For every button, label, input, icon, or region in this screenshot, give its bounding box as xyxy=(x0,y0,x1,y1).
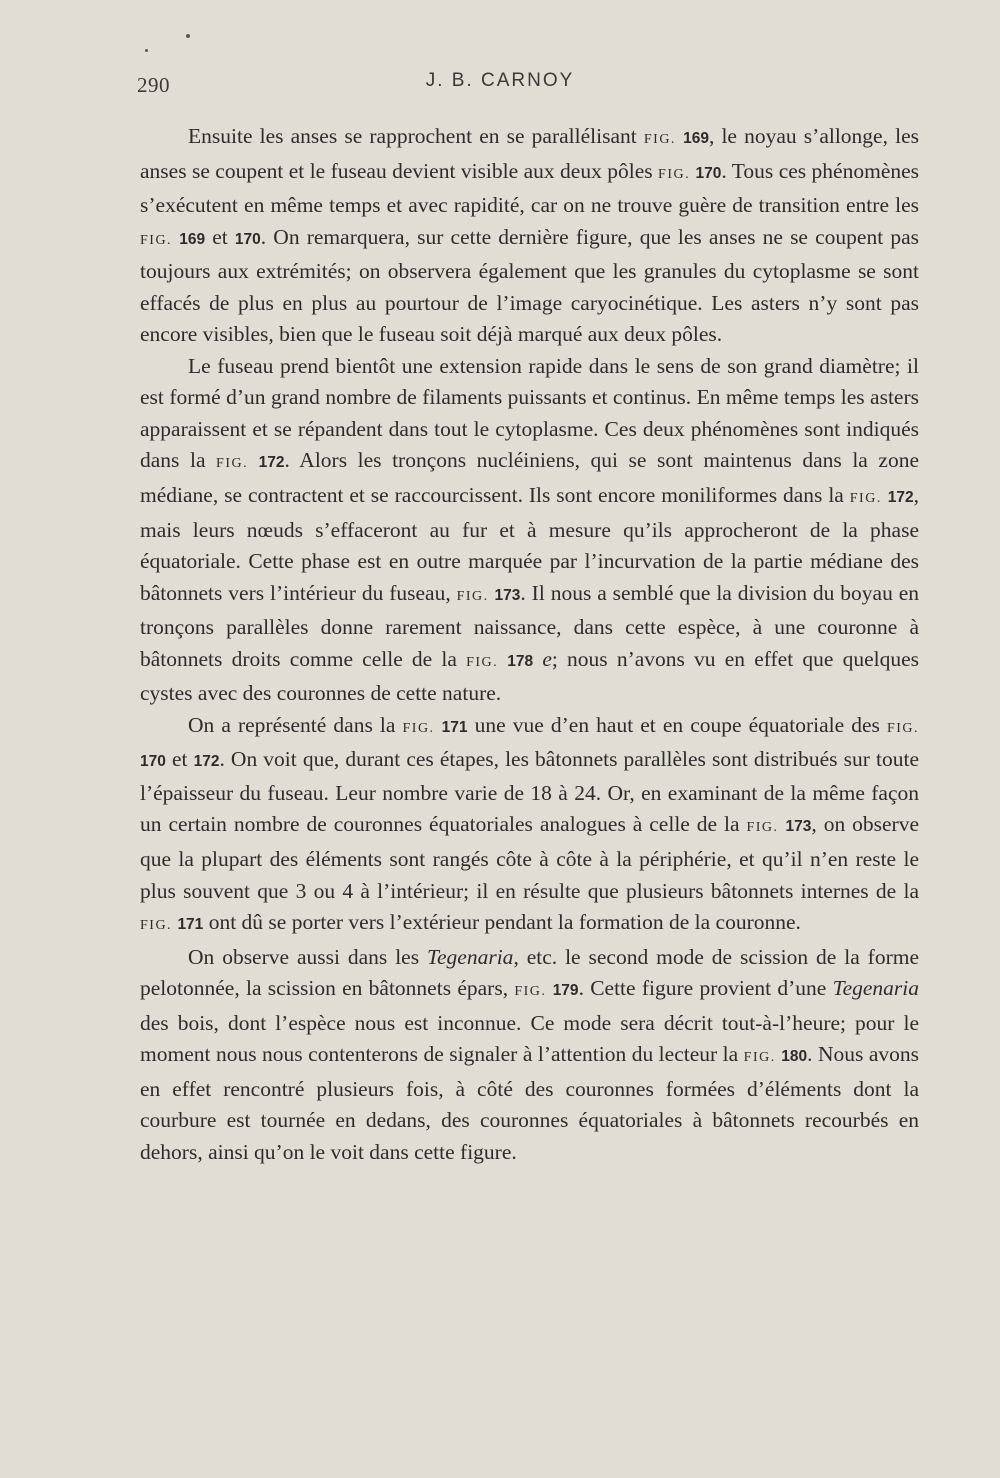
text-run: ; nous n’avons vu en effet que quelques cystes avec des couronnes de cette nature. xyxy=(140,646,919,706)
figure-number: 170 xyxy=(140,753,166,771)
text-run xyxy=(248,448,259,472)
figure-abbreviation: FIG. xyxy=(402,720,435,736)
figure-abbreviation: FIG. xyxy=(643,132,676,147)
text-run: On a représenté dans la xyxy=(188,712,403,737)
body-text xyxy=(140,121,919,1169)
figure-abbreviation: FIG. xyxy=(216,456,249,472)
figure-number: 169 xyxy=(683,130,709,147)
figure-number: 178 xyxy=(507,652,534,670)
text-run: . Il nous a semblé que la division du boyau en tronçons parallèles donne rarement naissance, dans cette espèce, à une couronne à bâtonnets droits comme celle de la xyxy=(140,580,920,671)
figure-number: 170 xyxy=(695,164,722,182)
text-run xyxy=(533,647,542,671)
paragraph xyxy=(140,710,919,942)
figure-abbreviation: FIG. xyxy=(743,1050,776,1066)
text-run xyxy=(435,713,442,737)
figure-number: 173 xyxy=(785,818,812,836)
figure-abbreviation: FIG. xyxy=(658,166,691,182)
text-run: , le noyau s’allonge, les anses se coupent et le fuseau devient visible aux deux pôles xyxy=(140,124,919,183)
figure-abbreviation: FIG. xyxy=(514,984,547,1000)
italic-text: Tegenaria xyxy=(427,944,514,969)
text-run: . On remarquera, sur cette dernière figure, que les anses ne se coupent pas toujours aux extrémités; on observera également que les granules du cytoplasme se sont effacés de plus en plus au pourtour de l’image caryocinétique. Les asters n’y sont pas encore visibles, bien que le fuseau soit déjà marqué aux deux pôles. xyxy=(140,224,919,347)
paragraph xyxy=(140,121,919,351)
paragraph xyxy=(140,351,919,710)
figure-abbreviation: FIG. xyxy=(140,232,173,248)
text-run: . Alors les tronçons nucléiniens, qui se sont maintenus dans la zone médiane, se contractent et se raccourcissent. Ils sont encore moniliformes dans la xyxy=(140,448,919,508)
text-run: . Nous avons en effet rencontré plusieurs fois, à côté des couronnes formées d’éléments dont la courbure est tournée en dedans, des couronnes équatoriales à bâtonnets recourbés en dehors, ainsi qu’on le voit dans cette figure. xyxy=(140,1042,920,1164)
text-run: , mais leurs nœuds s’effaceront au fur et à mesure qu’ils approcheront de la phase équatoriale. Cette phase est en outre marquée par l’incurvation de la partie médiane des bâtonnets vers l’intérieur du fuseau, xyxy=(140,483,919,605)
text-run: Ensuite les anses se rapprochent en se parallélisant xyxy=(188,124,644,148)
ink-speck xyxy=(186,34,190,38)
text-run: . Tous ces phénomènes s’exécutent en même temps et avec rapidité, car on ne trouve guère de transition entre les xyxy=(140,158,920,218)
figure-abbreviation: FIG. xyxy=(456,588,489,604)
page-number: 290 xyxy=(137,73,170,97)
figure-number: 169 xyxy=(179,230,206,248)
text-run xyxy=(779,812,786,836)
figure-number: 172 xyxy=(887,489,914,507)
figure-abbreviation: FIG. xyxy=(746,820,779,836)
text-run: . On voit que, durant ces étapes, les bâtonnets parallèles sont distribués sur toute l’épaisseur du fuseau. Leur nombre varie de 18 à 24. Or, en examinant de la même façon un certain nombre de couronnes équatoriales analogues à celle de la xyxy=(140,747,919,837)
running-head: J. B. CARNOY xyxy=(425,70,575,91)
text-run: et xyxy=(165,747,194,772)
text-run: une vue d’en haut et en coupe équatoriale des xyxy=(467,712,887,737)
figure-number: 179 xyxy=(552,982,579,1000)
text-run xyxy=(498,647,507,671)
figure-abbreviation: FIG. xyxy=(849,491,882,507)
text-run: On observe aussi dans les xyxy=(188,944,428,969)
ink-speck xyxy=(145,49,148,52)
paragraph xyxy=(140,942,919,1169)
text-run xyxy=(676,124,683,148)
figure-number: 172 xyxy=(258,454,285,472)
text-run: ont dû se porter vers l’extérieur pendant la formation de la couronne. xyxy=(203,910,801,935)
text-run: des bois, dont l’espèce nous est inconnue. Ce mode sera décrit tout-à-l’heure; pour le moment nous nous contenterons de signaler à l’attention du lecteur la xyxy=(140,1010,919,1067)
figure-number: 172 xyxy=(193,753,220,771)
text-run: . Cette figure provient d’une xyxy=(578,976,833,1001)
figure-number: 170 xyxy=(234,230,261,248)
text-run: Le fuseau prend bientôt une extension rapide dans le sens de son grand diamètre; il est formé d’un grand nombre de filaments puissants et continus. En même temps les asters apparaissent et se répandent dans tout le cytoplasme. Ces deux phénomènes sont indiqués dans la xyxy=(140,353,919,473)
figure-abbreviation: FIG. xyxy=(886,720,920,736)
text-run: , etc. le second mode de scission de la forme pelotonnée, la scission en bâtonnets épars, xyxy=(140,944,919,1001)
text-run: et xyxy=(205,224,235,249)
italic-text: Tegenaria xyxy=(832,976,920,1001)
text-run: , on observe que la plupart des éléments sont rangés côte à côte à la périphérie, et qu’il n’en reste le plus souvent que 3 ou 4 à l’intérieur; il en résulte que plusieurs bâtonnets internes de la xyxy=(140,812,920,903)
figure-abbreviation: FIG. xyxy=(140,918,173,934)
figure-number: 180 xyxy=(781,1048,808,1066)
figure-number: 171 xyxy=(177,916,204,934)
figure-number: 171 xyxy=(441,718,468,736)
figure-number: 173 xyxy=(494,586,521,604)
figure-abbreviation: FIG. xyxy=(466,654,499,670)
italic-text: e xyxy=(542,646,552,671)
